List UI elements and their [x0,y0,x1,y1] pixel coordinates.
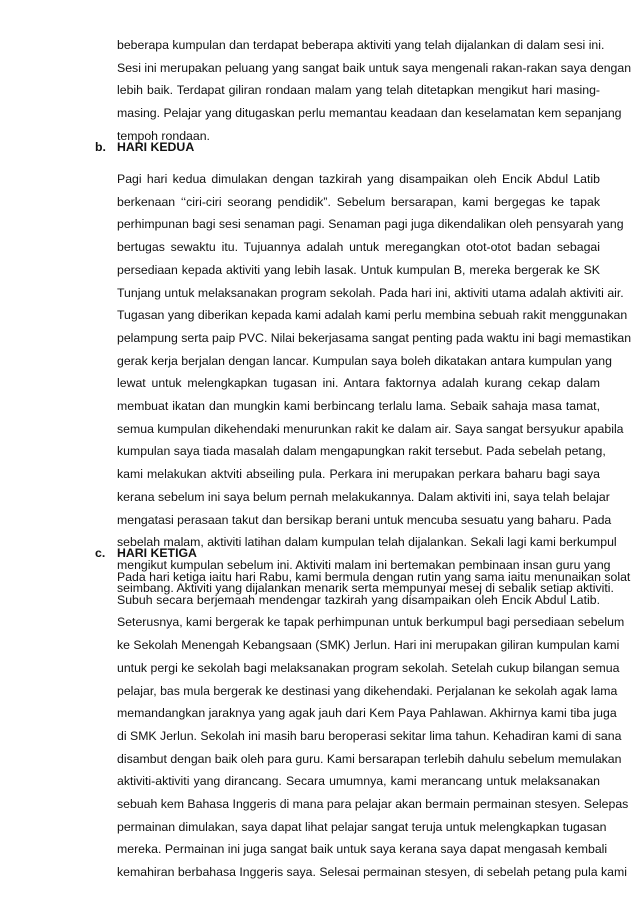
paragraph-line: Seterusnya, kami bergerak ke tapak perhimpunan untuk berkumpul bagi persediaan sebelum [117,615,625,630]
paragraph-line: bertugas sewaktu itu. Tujuannya adalah untuk meregangkan otot-otot badan sebagai [117,240,600,255]
paragraph-line: membuat ikatan dan mungkin kami berbincang terlalu lama. Sebaik sahaja masa tamat, [117,399,600,414]
paragraph-line: Pada hari ketiga iaitu hari Rabu, kami bermula dengan rutin yang sama iaitu menunaikan solat [117,570,631,584]
paragraph-line: Subuh secara berjemaah mendengar tazkirah yang disampaikan oleh Encik Abdul Latib. [117,592,600,607]
paragraph-line: lebih baik. Terdapat giliran rondaan malam yang telah ditetapkan mengikut hari masing- [117,83,600,98]
paragraph-line: Sesi ini merupakan peluang yang sangat baik untuk saya mengenali rakan-rakan saya dengan [117,60,632,75]
section-title: HARI KEDUA [117,140,195,154]
paragraph-line: seimbang. Aktiviti yang dijalankan menarik serta mempunyai mesej di sebalik setiap aktiviti. [117,580,614,595]
section-title: HARI KETIGA [117,546,197,560]
section-a-continuation [117,34,632,148]
paragraph-line: berkenaan ‘‘ciri-ciri seorang pendidik”. Sebelum bersarapan, kami bergegas ke tapak [117,194,600,209]
paragraph-line: aktiviti-aktiviti yang dirancang. Secara umumnya, kami merancang untuk melaksanakan [117,774,600,789]
section-b-heading [95,140,194,154]
paragraph-line: tempoh rondaan. [117,128,210,143]
paragraph-line: perhimpunan bagi sesi senaman pagi. Senaman pagi juga dikendalikan oleh pensyarah yang [117,217,624,232]
paragraph-line: permainan dimulakan, saya dapat lihat pelajar sangat teruja untuk melengkapkan tugasan [117,819,607,834]
paragraph-line: kumpulan saya tiada masalah dalam mengapungkan rakit tersebut. Pada sebelah petang, [117,444,606,459]
paragraph-line: mengikut kumpulan sebelum ini. Aktiviti malam ini bertemakan pembinaan insan guru yang [117,557,611,572]
paragraph-line: masing. Pelajar yang ditugaskan perlu memantau keadaan dan keselamatan kem sepanjang [117,106,622,121]
paragraph-line: di SMK Jerlun. Sekolah ini masih baru beroperasi sekitar lima tahun. Kehadiran kami di sana [117,728,622,743]
paragraph-line: gerak kerja berjalan dengan lancar. Kumpulan saya boleh dikatakan antara kumpulan yang [117,353,612,368]
section-c-body [117,566,631,884]
paragraph-line: kemahiran berbahasa Inggeris saya. Selesai permainan stesyen, di sebelah petang pula kami [117,865,627,880]
paragraph-line: disambut dengan baik oleh para guru. Kami bersarapan terlebih dahulu sebelum memulakan [117,751,622,766]
section-marker: b. [95,140,106,154]
section-b-body [117,168,632,599]
section-marker: c. [95,546,106,560]
paragraph-line: kami melakukan aktviti abseiling pula. Perkara ini merupakan perkara baharu bagi saya [117,467,600,482]
paragraph-line: untuk pergi ke sekolah bagi melaksanakan program sekolah. Setelah cukup bilangan semua [117,660,620,675]
paragraph-line: lewat untuk melengkapkan tugasan ini. Antara faktornya adalah kurang cekap dalam [117,376,600,391]
paragraph-line: memandangkan jaraknya yang agak jauh dari Kem Paya Pahlawan. Akhirnya kami tiba juga [117,706,617,721]
paragraph-line: Tunjang untuk melaksanakan program sekolah. Pada hari ini, aktiviti utama adalah aktiviti air. [117,285,624,300]
paragraph-line: semua kumpulan dikehendaki menurunkan rakit ke dalam air. Saya sangat bersyukur apabila [117,421,624,436]
paragraph-line: pelajar, bas mula bergerak ke destinasi yang dikehendaki. Perjalanan ke sekolah agak lama [117,683,618,698]
paragraph-line: beberapa kumpulan dan terdapat beberapa aktiviti yang telah dijalankan di dalam sesi ini. [117,38,605,52]
paragraph-line: pelampung serta paip PVC. Nilai bekerjasama sangat penting pada waktu ini bagi memastikan [117,330,632,345]
paragraph-line: sebelah malam, aktiviti latihan dalam kumpulan telah dijalankan. Sekali lagi kami berkumpul [117,535,617,550]
paragraph-line: mengatasi perasaan takut dan bersikap berani untuk mencuba sesuatu yang baharu. Pada [117,512,612,527]
paragraph-line: Pagi hari kedua dimulakan dengan tazkirah yang disampaikan oleh Encik Abdul Latib [117,172,600,186]
paragraph-line: persediaan kepada aktiviti yang lebih lasak. Untuk kumpulan B, mereka bergerak ke SK [117,262,600,277]
paragraph-line: ke Sekolah Menengah Kebangsaan (SMK) Jerlun. Hari ini merupakan giliran kumpulan kami [117,638,620,653]
section-c-heading [95,546,197,560]
paragraph-line: Tugasan yang diberikan kepada kami adalah kami perlu membina sebuah rakit menggunakan [117,308,628,323]
paragraph-line: mereka. Permainan ini juga sangat baik untuk saya kerana saya dapat mengasah kembali [117,842,608,857]
paragraph-line: sebuah kem Bahasa Inggeris di mana para pelajar akan bermain permainan stesyen. Selepas [117,797,629,812]
paragraph-line: kerana sebelum ini saya belum pernah melakukannya. Dalam aktiviti ini, saya telah belajar [117,489,610,504]
